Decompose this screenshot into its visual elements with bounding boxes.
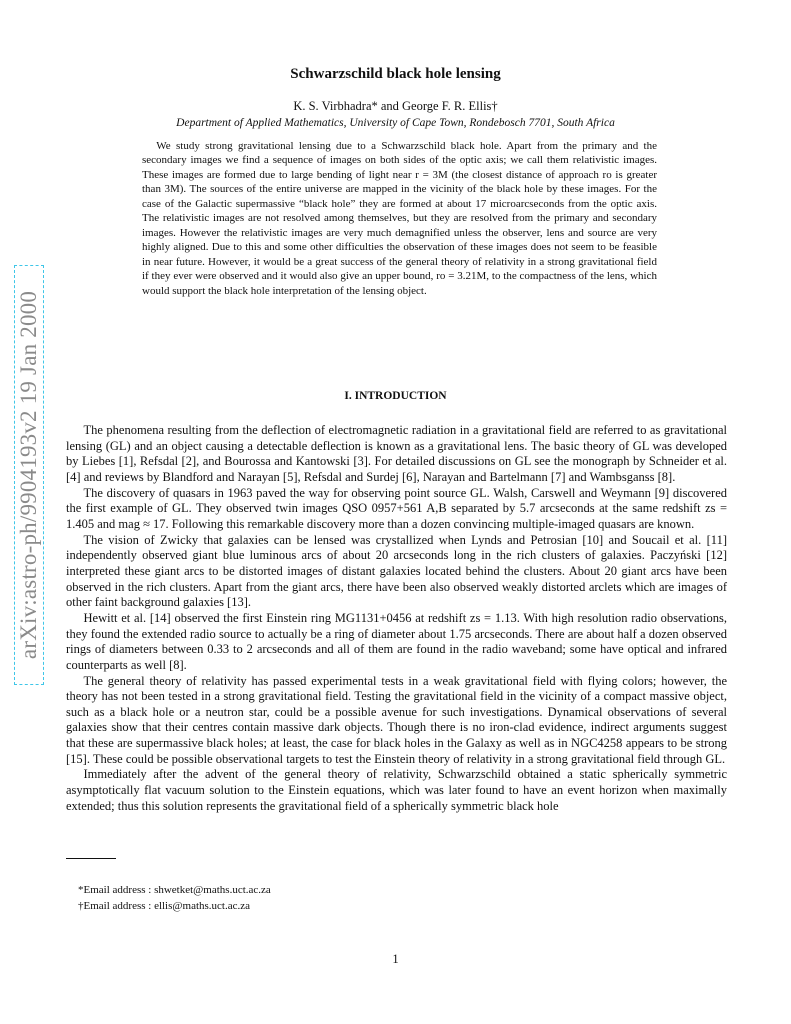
paragraph: The discovery of quasars in 1963 paved the way for observing point source GL. Walsh, Carswell and Weymann [9] discovered the first example of GL. They observed twin images QSO 0957+561 A,B separated by 5.7 arcseconds at the same redshift zs = 1.405 and mag ≈ 17. Following this remarkable discovery more than a dozen convincing multiple-imaged quasars are known. [66,485,727,531]
paragraph: Immediately after the advent of the general theory of relativity, Schwarzschild obtained a static spherically symmetric asymptotically flat vacuum solution to the Einstein equations, which was later found to have an event horizon when maximally extended; thus this solution represents the gravitational field of a spherically symmetric black hole [66,767,727,813]
paragraph: The general theory of relativity has passed experimental tests in a weak gravitational field with flying colors; however, the theory has not been tested in a strong gravitational field. Testing the gravitational field in the vicinity of a compact massive object, such as a black hole or a neutron star, could be a possible avenue for such investigations. Dynamical observations of several galaxies show that their centres contain massive dark objects. Though there is no iron-clad evidence, indirect arguments suggest that these are supermassive black holes; at least, the case for black holes in the Galaxy as well as in NGC4258 appears to be strong [15]. These could be possible observational targets to test the Einstein theory of relativity in a strong gravitational field through GL. [66,673,727,766]
footnote-1: *Email address : shwetket@maths.uct.ac.za [78,884,271,896]
section-heading: I. INTRODUCTION [344,390,447,402]
paragraph: Hewitt et al. [14] observed the first Einstein ring MG1131+0456 at redshift zs = 1.13. With high resolution radio observations, they found the extended radio source to actually be a ring of diameter about 1.75 arcseconds. There are about half a dozen observed rings of diameters between 0.33 to 2 arcseconds and all of them are found in the radio waveband; some have optical and infrared counterparts as well [8]. [66,610,727,672]
paragraph: The phenomena resulting from the deflection of electromagnetic radiation in a gravitational field are referred to as gravitational lensing (GL) and an object causing a detectable deflection is known as a gravitational lens. The basic theory of GL was developed by Liebes [1], Refsdal [2], and Bourossa and Kantowski [3]. For detailed discussions on GL see the monograph by Schneider et al. [4] and reviews by Blandford and Narayan [5], Refsdal and Surdej [6], Narayan and Bartelmann [7] and Wambsganss [8]. [66,423,727,484]
abstract: We study strong gravitational lensing due to a Schwarzschild black hole. Apart from the primary and the secondary images we find a sequence of images on both sides of the optic axis; we call them relativistic images. These images are formed due to large bending of light near r = 3M (the closest distance of approach ro is greater than 3M). The sources of the entire universe are mapped in the vicinity of the black hole by these images. For the case of the Galactic supermassive “black hole” they are formed at about 17 microarcseconds from the optic axis. The relativistic images are not resolved among themselves, but they are resolved from the primary and secondary images. However the relativistic images are very much demagnified unless the observer, lens and source are very highly aligned. Due to this and some other difficulties the observation of these images does not seem to be feasible in near future. However, it would be a great success of the general theory of relativity in a strong gravitational field if they ever were observed and it would also give an upper bound, ro = 3.21M, to the compactness of the lens, which would support the black hole interpretation of the lensing object. [142,140,657,297]
arxiv-stamp [14,265,44,685]
paragraph: The vision of Zwicky that galaxies can be lensed was crystallized when Lynds and Petrosian [10] and Soucail et al. [11] independently observed giant blue luminous arcs of about 20 arcseconds long in the rich clusters of galaxies. Paczyński [12] interpreted these giant arcs to be distorted images of distant galaxies located behind the clusters. About 20 giant arcs have been observed in the rich clusters. Apart from the giant arcs, there have been also observed weakly distorted arclets which are images of other faint background galaxies [13]. [66,532,727,610]
affiliation: Department of Applied Mathematics, University of Cape Town, Rondebosch 7701, South Africa [176,117,615,129]
arxiv-stamp-text: arXiv:astro-ph/9904193v2 19 Jan 2000 [16,290,41,660]
footnote-2: †Email address : ellis@maths.uct.ac.za [78,900,251,912]
authors: K. S. Virbhadra* and George F. R. Ellis† [293,99,498,113]
footnote-rule [66,858,116,859]
page-number: 1 [392,952,399,966]
body-text [66,423,727,814]
paper-title: Schwarzschild black hole lensing [290,66,501,82]
